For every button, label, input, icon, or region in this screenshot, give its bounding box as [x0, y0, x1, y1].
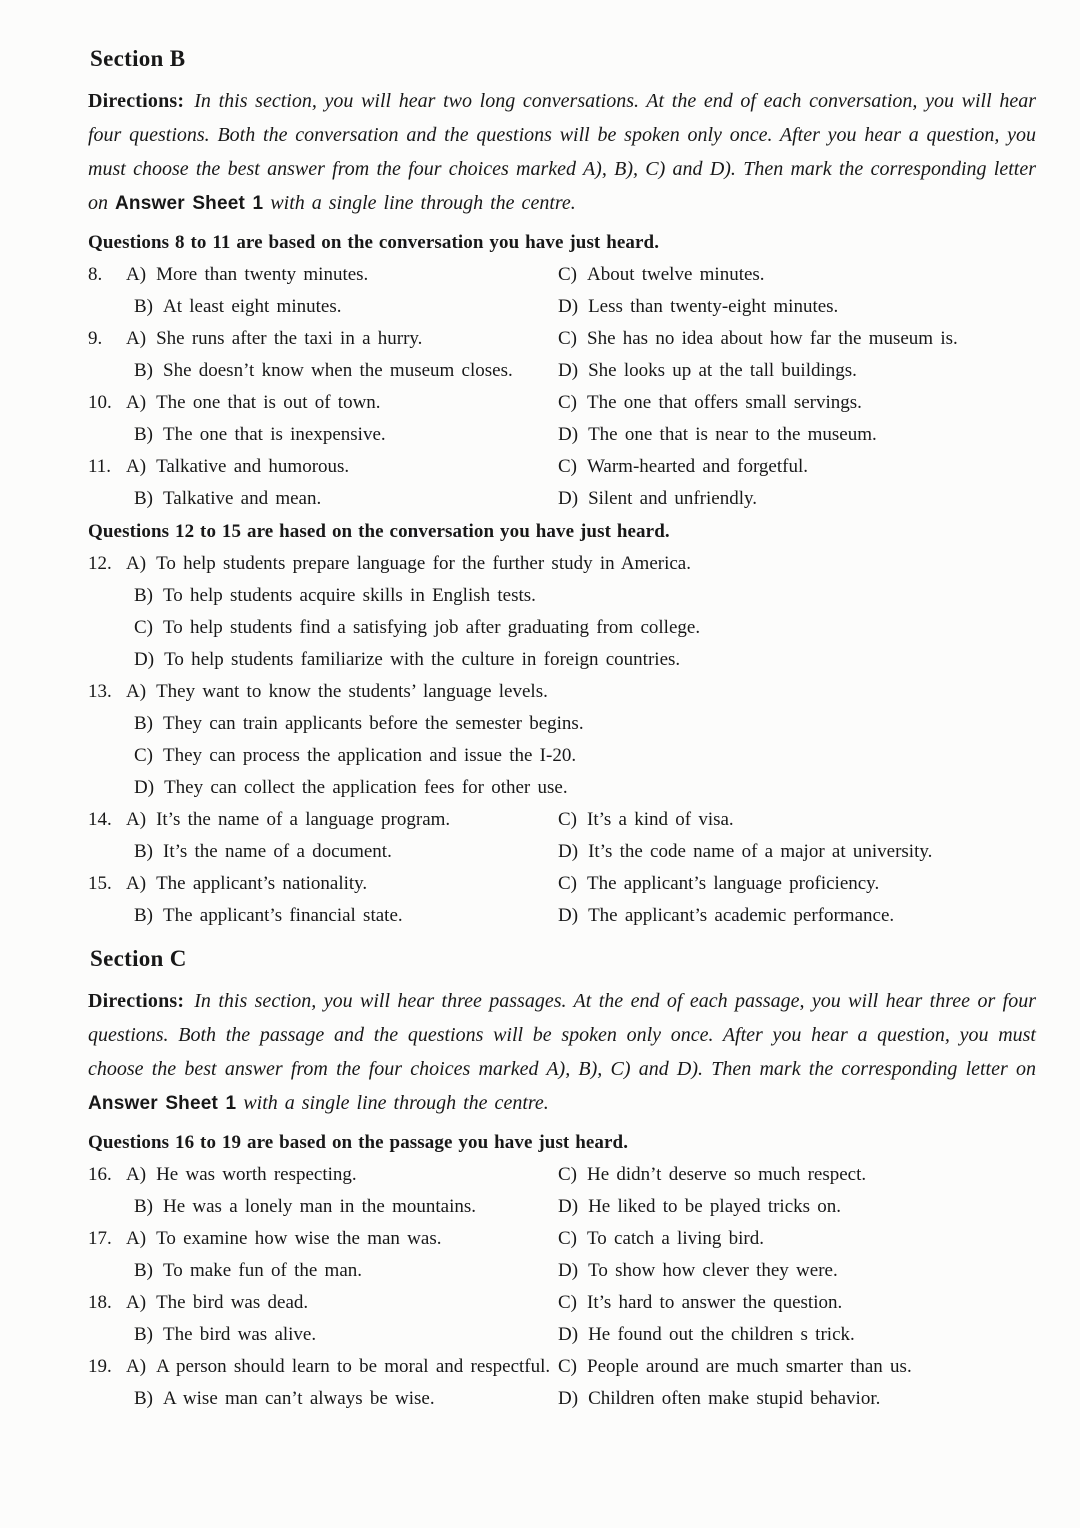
question-9-option-b	[88, 355, 558, 387]
directions-text-end: with a single line through the centre.	[263, 192, 576, 214]
question-17-option-c	[558, 1223, 1036, 1255]
option-letter-d: D)	[134, 649, 155, 670]
option-text: They want to know the students’ language levels.	[156, 681, 548, 702]
option-letter-c: C)	[558, 873, 577, 894]
answer-sheet-reference: Answer Sheet 1	[88, 1093, 237, 1114]
option-letter-a: A)	[126, 873, 147, 894]
option-text: To show how clever they were.	[588, 1260, 838, 1281]
option-text: She has no idea about how far the museum is.	[587, 328, 958, 349]
option-text: The bird was dead.	[156, 1292, 309, 1313]
option-text: It’s hard to answer the question.	[587, 1292, 843, 1313]
option-text: At least eight minutes.	[163, 296, 342, 317]
option-text: To examine how wise the man was.	[156, 1228, 442, 1249]
question-17-option-b	[88, 1255, 558, 1287]
option-text: The applicant’s language proficiency.	[587, 873, 880, 894]
question-14-option-d	[558, 836, 1036, 868]
question-15-number: 15.	[88, 873, 112, 894]
option-letter-c: C)	[134, 745, 153, 766]
option-letter-d: D)	[558, 1196, 579, 1217]
question-13-option-c	[88, 740, 1036, 772]
question-9-option-a	[88, 323, 558, 355]
option-letter-a: A)	[126, 392, 147, 413]
question-19-option-d	[558, 1383, 1036, 1415]
directions-text-end: with a single line through the centre.	[236, 1092, 549, 1114]
option-text: To make fun of the man.	[163, 1260, 363, 1281]
directions-text: In this section, you will hear two long conversations. At the end of each conversation, you will hear four questions. Both the conversation and the questions will be spoken only once. After you hear a question, you must choose the best answer from the four choices marked A), B), C) and D). Then mark the corresponding letter on	[88, 90, 1036, 214]
option-letter-d: D)	[558, 841, 579, 862]
option-text: Talkative and humorous.	[156, 456, 350, 477]
option-letter-a: A)	[126, 809, 147, 830]
question-12-number: 12.	[88, 553, 112, 574]
option-text: They can train applicants before the semester begins.	[163, 713, 584, 734]
option-letter-d: D)	[134, 777, 155, 798]
option-text: They can collect the application fees for other use.	[164, 777, 568, 798]
question-12-option-c	[88, 612, 1036, 644]
question-19-option-b	[88, 1383, 558, 1415]
option-text: A wise man can’t always be wise.	[163, 1388, 435, 1409]
option-text: Warm-hearted and forgetful.	[587, 456, 808, 477]
option-letter-d: D)	[558, 1324, 579, 1345]
option-letter-c: C)	[558, 328, 577, 349]
option-text: People around are much smarter than us.	[587, 1356, 912, 1377]
question-14-number: 14.	[88, 809, 112, 830]
option-letter-a: A)	[126, 456, 147, 477]
question-11-option-b	[88, 483, 558, 515]
question-18-option-a	[88, 1287, 558, 1319]
question-19-option-c	[558, 1351, 1036, 1383]
question-16	[88, 1159, 1036, 1223]
option-text: Children often make stupid behavior.	[588, 1388, 881, 1409]
option-letter-c: C)	[558, 809, 577, 830]
question-14	[88, 804, 1036, 868]
question-10-option-a	[88, 387, 558, 419]
question-16-option-a	[88, 1159, 558, 1191]
question-17-option-a	[88, 1223, 558, 1255]
option-text: The bird was alive.	[163, 1324, 317, 1345]
option-text: About twelve minutes.	[587, 264, 765, 285]
option-letter-a: A)	[126, 681, 147, 702]
option-text: Less than twenty-eight minutes.	[588, 296, 839, 317]
question-15	[88, 868, 1036, 932]
section-b-title: Section B	[90, 46, 186, 71]
option-letter-a: A)	[126, 264, 147, 285]
option-letter-b: B)	[134, 585, 153, 606]
option-text: The applicant’s academic performance.	[588, 905, 895, 926]
option-letter-b: B)	[134, 1388, 153, 1409]
option-text: She doesn’t know when the museum closes.	[163, 360, 513, 381]
question-11	[88, 451, 1036, 515]
option-letter-c: C)	[134, 617, 153, 638]
option-letter-c: C)	[558, 1164, 577, 1185]
question-11-option-d	[558, 483, 1036, 515]
question-12-option-b	[88, 580, 1036, 612]
question-9-option-d	[558, 355, 1036, 387]
option-text: To help students familiarize with the culture in foreign countries.	[164, 649, 681, 670]
question-8-option-a	[88, 259, 558, 291]
option-text: They can process the application and issue the I-20.	[163, 745, 577, 766]
question-19	[88, 1351, 1036, 1415]
option-letter-b: B)	[134, 841, 153, 862]
option-text: He didn’t deserve so much respect.	[587, 1164, 867, 1185]
option-letter-d: D)	[558, 360, 579, 381]
option-text: The applicant’s nationality.	[156, 873, 368, 894]
question-9-option-c	[558, 323, 1036, 355]
option-text: To catch a living bird.	[587, 1228, 764, 1249]
option-text: It’s the name of a document.	[163, 841, 392, 862]
question-18-option-c	[558, 1287, 1036, 1319]
option-text: He was a lonely man in the mountains.	[163, 1196, 476, 1217]
option-text: It’s the name of a language program.	[156, 809, 451, 830]
option-text: It’s the code name of a major at university.	[588, 841, 933, 862]
option-text: He was worth respecting.	[156, 1164, 357, 1185]
option-text: The one that offers small servings.	[587, 392, 862, 413]
option-text: Talkative and mean.	[163, 488, 322, 509]
option-letter-c: C)	[558, 456, 577, 477]
question-9-number: 9.	[88, 328, 103, 349]
option-letter-c: C)	[558, 392, 577, 413]
option-letter-a: A)	[126, 1228, 147, 1249]
question-13	[88, 676, 1036, 804]
option-letter-c: C)	[558, 1292, 577, 1313]
section-c-title: Section C	[90, 946, 187, 971]
option-letter-d: D)	[558, 1388, 579, 1409]
question-15-option-c	[558, 868, 1036, 900]
option-letter-a: A)	[126, 328, 147, 349]
directions-label: Directions:	[88, 990, 185, 1012]
option-letter-b: B)	[134, 1324, 153, 1345]
question-12-option-d	[88, 644, 1036, 676]
question-17	[88, 1223, 1036, 1287]
question-15-option-a	[88, 868, 558, 900]
section-c-directions	[88, 984, 1036, 1121]
option-letter-d: D)	[558, 905, 579, 926]
question-8-option-c	[558, 259, 1036, 291]
option-text: The one that is inexpensive.	[163, 424, 386, 445]
option-letter-a: A)	[126, 1356, 147, 1377]
option-letter-a: A)	[126, 1292, 147, 1313]
directions-label: Directions:	[88, 90, 185, 112]
option-text: Silent and unfriendly.	[588, 488, 757, 509]
option-text: To help students find a satisfying job after graduating from college.	[163, 617, 701, 638]
question-14-option-a	[88, 804, 558, 836]
question-14-option-b	[88, 836, 558, 868]
question-13-option-a	[88, 676, 1036, 708]
option-text: She runs after the taxi in a hurry.	[156, 328, 423, 349]
option-letter-d: D)	[558, 424, 579, 445]
question-16-number: 16.	[88, 1164, 112, 1185]
question-18	[88, 1287, 1036, 1351]
question-8-option-d	[558, 291, 1036, 323]
question-16-option-d	[558, 1191, 1036, 1223]
question-11-option-c	[558, 451, 1036, 483]
option-text: She looks up at the tall buildings.	[588, 360, 857, 381]
question-10-option-c	[558, 387, 1036, 419]
question-8	[88, 259, 1036, 323]
option-letter-c: C)	[558, 1228, 577, 1249]
question-18-option-d	[558, 1319, 1036, 1351]
question-14-option-c	[558, 804, 1036, 836]
option-letter-b: B)	[134, 713, 153, 734]
option-letter-b: B)	[134, 488, 153, 509]
option-letter-c: C)	[558, 1356, 577, 1377]
option-text: He found out the children s trick.	[588, 1324, 855, 1345]
option-text: The one that is near to the museum.	[588, 424, 877, 445]
question-15-option-b	[88, 900, 558, 932]
question-18-option-b	[88, 1319, 558, 1351]
option-text: He liked to be played tricks on.	[588, 1196, 842, 1217]
question-8-number: 8.	[88, 264, 103, 285]
option-letter-b: B)	[134, 360, 153, 381]
option-letter-d: D)	[558, 296, 579, 317]
option-text: To help students prepare language for the further study in America.	[156, 553, 691, 574]
option-letter-b: B)	[134, 1196, 153, 1217]
question-10-option-d	[558, 419, 1036, 451]
option-letter-b: B)	[134, 905, 153, 926]
option-text: More than twenty minutes.	[156, 264, 369, 285]
option-letter-b: B)	[134, 424, 153, 445]
option-text: It’s a kind of visa.	[587, 809, 734, 830]
directions-text: In this section, you will hear three passages. At the end of each passage, you will hear three or four questions. Both the passage and the questions will be spoken only once. After you hear a question, you must choose the best answer from the four choices marked A), B), C) and D). Then mark the corresponding letter on	[88, 990, 1036, 1080]
question-17-number: 17.	[88, 1228, 112, 1249]
group-12-15-heading: Questions 12 to 15 are hased on the conversation you have just heard.	[88, 521, 670, 542]
group-16-19-heading: Questions 16 to 19 are based on the passage you have just heard.	[88, 1132, 629, 1153]
question-13-number: 13.	[88, 681, 112, 702]
option-text: To help students acquire skills in English tests.	[163, 585, 536, 606]
question-15-option-d	[558, 900, 1036, 932]
question-17-option-d	[558, 1255, 1036, 1287]
option-letter-b: B)	[134, 296, 153, 317]
option-letter-c: C)	[558, 264, 577, 285]
option-text: A person should learn to be moral and respectful.	[156, 1356, 551, 1377]
question-12-option-a	[88, 548, 1036, 580]
option-text: The applicant’s financial state.	[163, 905, 403, 926]
option-letter-d: D)	[558, 488, 579, 509]
question-12	[88, 548, 1036, 676]
question-16-option-b	[88, 1191, 558, 1223]
question-10-number: 10.	[88, 392, 112, 413]
section-b-directions	[88, 84, 1036, 221]
option-letter-b: B)	[134, 1260, 153, 1281]
question-13-option-b	[88, 708, 1036, 740]
group-8-11-heading: Questions 8 to 11 are based on the conversation you have just heard.	[88, 232, 660, 253]
question-11-number: 11.	[88, 456, 112, 477]
question-10	[88, 387, 1036, 451]
question-18-number: 18.	[88, 1292, 112, 1313]
question-16-option-c	[558, 1159, 1036, 1191]
question-10-option-b	[88, 419, 558, 451]
question-19-option-a	[88, 1351, 558, 1383]
question-13-option-d	[88, 772, 1036, 804]
option-letter-a: A)	[126, 1164, 147, 1185]
answer-sheet-reference: Answer Sheet 1	[115, 193, 264, 214]
option-letter-a: A)	[126, 553, 147, 574]
question-9	[88, 323, 1036, 387]
option-letter-d: D)	[558, 1260, 579, 1281]
question-19-number: 19.	[88, 1356, 112, 1377]
question-8-option-b	[88, 291, 558, 323]
option-text: The one that is out of town.	[156, 392, 381, 413]
question-11-option-a	[88, 451, 558, 483]
